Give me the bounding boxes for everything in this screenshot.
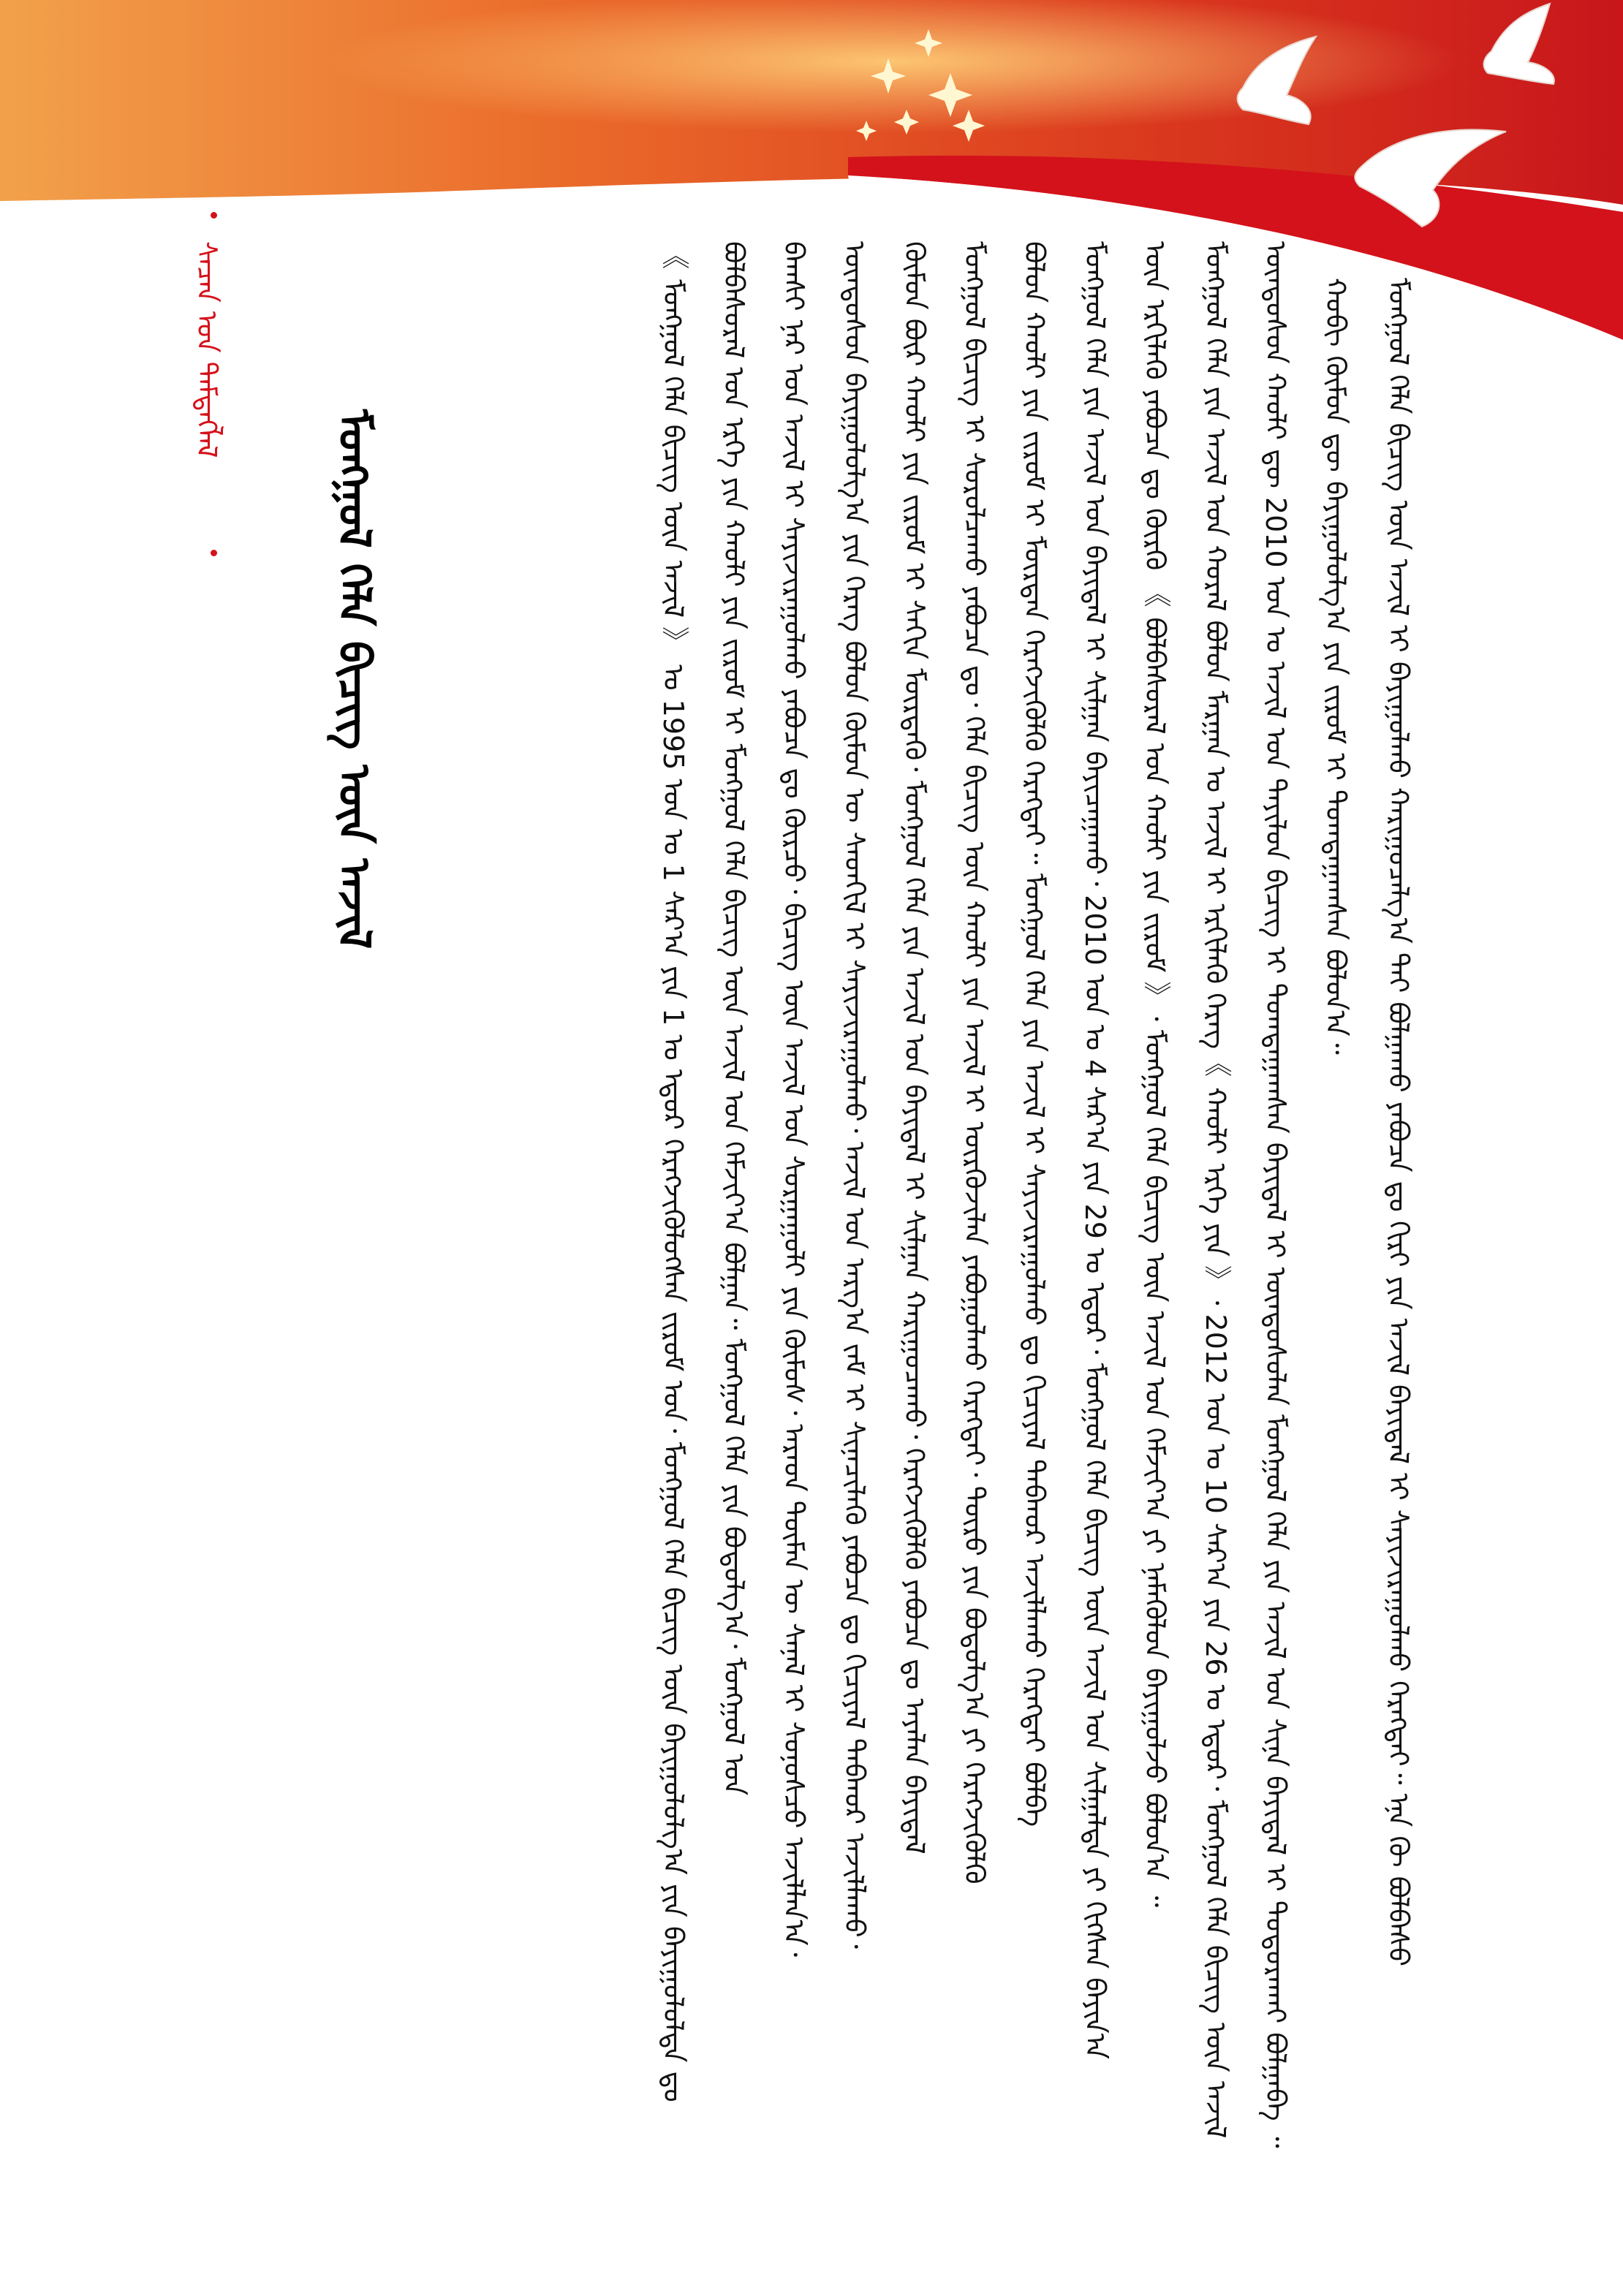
author-bullet-icon	[211, 212, 217, 219]
body-line: ᠦᠨ ᠡᠷᠬᠢᠯᠡᠬᠦ ᠶᠠᠪᠤᠴᠠ ᠳᠤ ᠬᠦᠷᠬᠦ 《 ᠪᠣᠯᠪᠠᠰᠤᠷᠠᠯ ᠤᠨ ᠬᠠᠤᠯᠢ ᠶᠢᠨ ᠵᠢᠷᠤᠮ 》᠂ ᠮᠣᠩᠭᠣᠯ ᠬᠡᠯᠡ ᠪᠢᠴᠢᠭ ᠦᠨ ᠠᠵᠢᠯ ᠤᠨ ᠬᠡᠮᠵᠢᠶ᠎ᠠ ᠶᠢ ᠨᠡᠮᠡᠭᠦᠯᠦᠨ ᠪᠠᠶᠢᠭᠤᠯᠵᠤ ᠪᠣᠯᠤᠨ᠎ᠠ ᠃	[1139, 241, 1171, 1908]
body-line: ᠬᠦᠮᠦᠨ ᠪᠦᠷ ᠬᠠᠤᠯᠢ ᠶᠢᠨ ᠵᠢᠷᠤᠮ ᠢ ᠰᠠᠬᠢᠨ ᠮᠦᠷᠳᠡᠬᠦ᠂ ᠮᠣᠩᠭᠣᠯ ᠬᠡᠯᠡ ᠶᠢᠨ ᠠᠵᠢᠯ ᠤᠨ ᠪᠠᠶᠢᠳᠠᠯ ᠢ ᠰᠢᠯᠭᠠᠨ ᠬᠠᠷᠢᠭᠤᠴᠠᠬᠤ᠂ ᠬᠡᠷᠡᠭᠵᠢᠭᠦᠯᠬᠦ ᠶᠠᠪᠤᠴᠠ ᠳᠤ ᠠᠶᠠᠯᠠᠨ ᠪᠠᠶᠢᠳᠠᠯ	[898, 241, 931, 1854]
body-line: ᠪᠣᠯᠤᠨ ᠬᠠᠤᠯᠢ ᠶᠢᠨ ᠵᠢᠷᠤᠮ ᠢ ᠮᠦᠷᠳᠡᠨ ᠬᠡᠷᠡᠭᠵᠢᠭᠦᠯᠬᠦ ᠬᠡᠷᠡᠭᠲᠡᠢ᠃ ᠮᠣᠩᠭᠣᠯ ᠬᠡᠯᠡ ᠶᠢᠨ ᠠᠵᠢᠯ ᠢ ᠰᠠᠶᠢᠵᠢᠷᠠᠭᠤᠯᠬᠤ ᠳᠤ ᠬᠢᠴᠢᠶᠡᠯ ᠳᠠᠪᠬᠤᠷ ᠠᠵᠢᠯᠯᠠᠬᠤ ᠬᠡᠷᠡᠭᠲᠡᠢ ᠪᠣᠯᠪᠠ	[1018, 241, 1051, 1827]
header-banner	[0, 0, 1623, 344]
body-line: ᠪᠣᠯᠪᠠᠰᠤᠷᠠᠯ ᠤᠨ ᠡᠷᠬᠡ ᠶᠢᠨ ᠬᠠᠤᠯᠢ ᠶᠢᠨ ᠵᠢᠷᠤᠮ ᠢ ᠮᠣᠩᠭᠣᠯ ᠬᠡᠯᠡ ᠪᠢᠴᠢᠭ ᠦᠨ ᠠᠵᠢᠯ ᠤᠨ ᠬᠡᠮᠵᠢᠶ᠎ᠠ ᠪᠣᠯᠭᠠᠨ᠃ ᠮᠣᠩᠭᠣᠯ ᠬᠡᠯᠡ ᠶᠢᠨ ᠪᠣᠳᠤᠯᠭ᠎ᠠ᠂ ᠮᠣᠩᠭᠣᠯ ᠤᠨ	[718, 241, 750, 1796]
body-line: ᠦᠨᠳᠦᠰᠦᠨ ᠬᠠᠤᠯᠢ ᠳᠦ 2010 ᠣᠨ ᠤ ᠠᠵᠢᠯ ᠤᠨ ᠲᠠᠶᠢᠯᠤᠨ ᠪᠢᠴᠢᠭ ᠢ ᠲᠣᠭᠲᠠᠭᠠᠭᠰᠠᠨ ᠪᠠᠶᠢᠳᠠᠯ ᠢ ᠦᠨᠳᠦᠰᠦᠯᠡᠨ ᠮᠣᠩᠭᠣᠯ ᠬᠡᠯᠡ ᠶᠢᠨ ᠠᠵᠢᠯ ᠤᠨ ᠰᠢᠨᠡ ᠪᠠᠶᠢᠳᠠᠯ ᠢ ᠲᠣᠳᠤᠷᠠᠬᠠᠢ ᠪᠣᠯᠭᠠᠪᠠ ᠃	[1260, 241, 1292, 2148]
body-line: 《 ᠮᠣᠩᠭᠣᠯ ᠬᠡᠯᠡ ᠪᠢᠴᠢᠭ ᠦᠨ ᠠᠵᠢᠯ 》 ᠤ 1995 ᠣᠨ ᠤ 1 ᠰᠠᠷ᠎ᠠ ᠶᠢᠨ 1 ᠤ ᠡᠳᠦᠷ ᠬᠡᠷᠡᠭᠵᠢᠭᠦᠯᠦᠭᠰᠡᠨ ᠵᠢᠷᠤᠮ ᠤᠨ᠂ ᠮᠣᠩᠭᠣᠯ ᠬᠡᠯᠡ ᠪᠢᠴᠢᠭ ᠦᠨ ᠪᠠᠶᠢᠭᠤᠯᠤᠯᠭ᠎ᠠ ᠶᠢᠨ ᠪᠠᠶᠢᠭᠤᠯᠤᠯᠲᠠ ᠳᠤ	[657, 241, 689, 2102]
author-bullet-icon	[211, 550, 217, 556]
body-line: ᠬᠤᠪᠢ ᠬᠦᠮᠦᠨ ᠳᠦ ᠪᠠᠶᠢᠭᠤᠯᠤᠯᠭ᠎ᠠ ᠶᠢᠨ ᠵᠢᠷᠤᠮ ᠢ ᠲᠣᠭᠲᠠᠭᠠᠭᠰᠠᠨ ᠪᠣᠯᠤᠨ᠎ᠠ᠃	[1320, 278, 1352, 1055]
body-line: ᠮᠣᠩᠭᠣᠯ ᠬᠡᠯᠡ ᠪᠢᠴᠢᠭ ᠦᠨ ᠠᠵᠢᠯ ᠢ ᠪᠠᠶᠢᠭᠤᠯᠬᠤ ᠬᠠᠷᠢᠭᠤᠴᠠᠯᠭ᠎ᠠ ᠲᠠᠢ ᠪᠣᠯᠭᠠᠬᠤ ᠶᠠᠪᠤᠴᠠ ᠳᠤ ᠬᠢᠷᠢ ᠶᠢᠨ ᠠᠵᠢᠯ ᠪᠠᠶᠢᠳᠠᠯ ᠢ ᠰᠠᠶᠢᠵᠢᠷᠠᠭᠤᠯᠬᠤ ᠬᠡᠷᠡᠭᠲᠡᠢ᠃ ᠡᠨᠡ ᠬᠦ ᠪᠣᠯᠪᠠᠰᠤ	[1382, 278, 1415, 1967]
body-line: ᠪᠠᠭᠰᠢ ᠨᠠᠷ ᠤᠨ ᠠᠵᠢᠯ ᠢ ᠰᠠᠶᠢᠵᠢᠷᠠᠭᠤᠯᠬᠤ ᠶᠠᠪᠤᠴᠠ ᠳᠤ ᠬᠦᠷᠴᠦ᠂ ᠪᠢᠴᠢᠭ ᠦᠨ ᠠᠵᠢᠯ ᠤᠨ ᠰᠤᠷᠭᠠᠭᠤᠯᠢ ᠶᠢᠨ ᠬᠦᠮᠦᠰ᠂ ᠠᠷᠠᠳ ᠲᠦᠮᠡᠨ ᠦ ᠰᠠᠨᠠᠯ ᠢ ᠰᠣᠨᠣᠰᠴᠤ ᠠᠵᠢᠯᠯᠠᠨ᠎ᠠ᠂	[778, 241, 810, 1958]
body-line: ᠮᠣᠩᠭᠣᠯ ᠪᠢᠴᠢᠭ ᠢ ᠰᠤᠷᠤᠯᠴᠠᠬᠤ ᠶᠠᠪᠤᠴᠠ ᠳᠤ᠂ ᠬᠡᠯᠡ ᠪᠢᠴᠢᠭ ᠦᠨ ᠬᠠᠤᠯᠢ ᠶᠢᠨ ᠠᠵᠢᠯ ᠢ ᠦᠷᠭᠦᠵᠢᠯᠡᠨ ᠶᠠᠪᠤᠭᠤᠯᠬᠤ ᠬᠡᠷᠡᠭᠲᠡᠢ᠂ ᠲᠥᠷᠥ ᠶᠢᠨ ᠪᠣᠳᠤᠯᠭ᠎ᠠ ᠶᠢ ᠬᠡᠷᠡᠭᠵᠢᠭᠦᠯᠬᠦ	[958, 241, 991, 1884]
body-line: ᠮᠣᠩᠭᠣᠯ ᠬᠡᠯᠡ ᠶᠢᠨ ᠠᠵᠢᠯ ᠤᠨ ᠬᠤᠷᠠᠯ ᠪᠣᠯᠤᠨ ᠮᠠᠷᠭᠠᠨ ᠤ ᠠᠵᠢᠯ ᠢ ᠡᠷᠬᠢᠯᠡᠬᠦ ᠬᠡᠷᠡᠭ《 ᠬᠠᠤᠯᠢ ᠡᠷᠬᠡ ᠶᠢᠨ 》᠂ 2012 ᠣᠨ ᠤ 10 ᠰᠠᠷ᠎ᠠ ᠶᠢᠨ 26 ᠤ ᠡᠳᠦᠷ᠂ ᠮᠣᠩᠭᠣᠯ ᠬᠡᠯᠡ ᠪᠢᠴᠢᠭ ᠦᠨ ᠠᠵᠢᠯ	[1200, 241, 1232, 2139]
body-line: ᠮᠣᠩᠭᠣᠯ ᠬᠡᠯᠡ ᠶᠢᠨ ᠠᠵᠢᠯ ᠤᠨ ᠪᠠᠶᠢᠳᠠᠯ ᠢ ᠰᠢᠯᠭᠠᠨ ᠪᠠᠶᠢᠴᠠᠭᠠᠬᠤ᠂ 2010 ᠣᠨ ᠤ 4 ᠰᠠᠷ᠎ᠠ ᠶᠢᠨ 29 ᠤ ᠡᠳᠦᠷ᠂ ᠮᠣᠩᠭᠣᠯ ᠬᠡᠯᠡ ᠪᠢᠴᠢᠭ ᠦᠨ ᠠᠵᠢᠯ ᠤᠨ ᠰᠢᠯᠭᠠᠯᠲᠠ ᠶᠢ ᠬᠢᠭᠰᠡᠨ ᠪᠠᠶᠢᠨ᠎ᠠ	[1079, 241, 1111, 2060]
article-title: ᠮᠣᠩᠭᠣᠯ ᠬᠡᠯᠡ ᠪᠢᠴᠢᠭ ᠦᠨ ᠠᠵᠢᠯ	[328, 409, 379, 950]
author-name: ᠰᠡᠴᠡᠨ ᠤᠨ ᠲᠡᠮᠳᠡᠭᠯᠡᠯ	[191, 241, 223, 458]
body-line: ᠦᠨᠳᠦᠰᠦᠨ ᠪᠠᠶᠢᠭᠤᠯᠤᠯᠭ᠎ᠠ ᠶᠢᠨ ᠬᠡᠷᠡᠭ ᠪᠣᠯᠤᠨ ᠬᠦᠮᠦᠨ ᠦ ᠰᠡᠳᠬᠢᠯ ᠢ ᠰᠠᠶᠢᠵᠢᠷᠠᠭᠤᠯᠬᠤ᠂ ᠠᠵᠢᠯ ᠤᠨ ᠠᠷᠭ᠎ᠠ ᠵᠠᠮ ᠢ ᠰᠢᠨᠡᠴᠢᠯᠡᠬᠦ ᠶᠠᠪᠤᠴᠠ ᠳᠤ ᠬᠢᠴᠢᠶᠡᠯ ᠳᠠᠪᠬᠤᠷ ᠠᠵᠢᠯᠯᠠᠬᠤ᠂	[839, 241, 871, 1949]
